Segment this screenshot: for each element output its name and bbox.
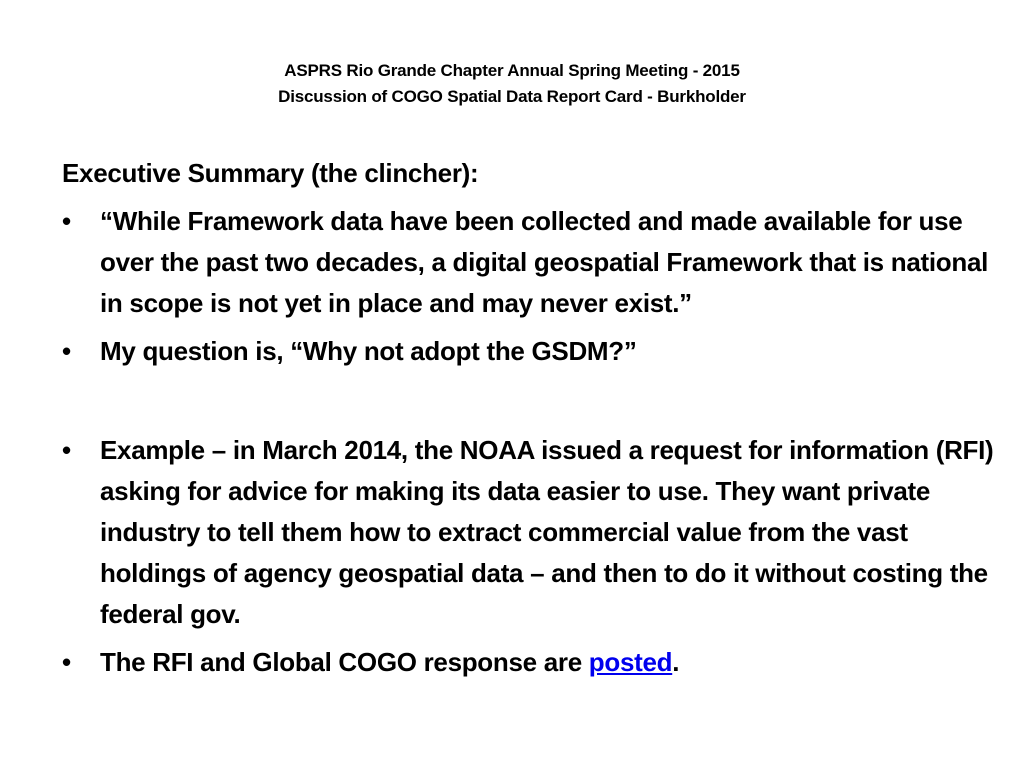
bullet-dot-icon: • bbox=[62, 647, 71, 677]
bullet-text-before: The RFI and Global COGO response are bbox=[100, 647, 589, 677]
slide-title bbox=[0, 58, 1024, 110]
bullet-item bbox=[62, 642, 1002, 683]
title-line-2: Discussion of COGO Spatial Data Report Card - Burkholder bbox=[278, 87, 746, 106]
bullet-dot-icon: • bbox=[62, 336, 71, 366]
title-line-1: ASPRS Rio Grande Chapter Annual Spring Meeting - 2015 bbox=[284, 61, 740, 80]
bullet-item bbox=[62, 331, 1002, 372]
bullet-dot-icon: • bbox=[62, 206, 71, 236]
bullet-text: “While Framework data have been collected and made available for use over the past two decades, a digital geospatial Framework that is national in scope is not yet in place and may never exist.” bbox=[100, 206, 989, 318]
bullet-text bbox=[100, 647, 679, 677]
bullet-text-after: . bbox=[672, 647, 680, 677]
bullet-item bbox=[62, 430, 1002, 635]
section-heading: Executive Summary (the clincher): bbox=[62, 158, 479, 188]
bullet-text: Example – in March 2014, the NOAA issued a request for information (RFI) asking for advice for making its data easier to use. They want private industry to tell them how to extract commercial value from the vast holdings of agency geospatial data – and then to do it without costing the federal gov. bbox=[100, 435, 994, 629]
bullet-list bbox=[62, 201, 1002, 683]
bullet-item bbox=[62, 201, 1002, 324]
posted-link[interactable]: posted bbox=[588, 647, 673, 677]
bullet-dot-icon: • bbox=[62, 435, 71, 465]
bullet-text: My question is, “Why not adopt the GSDM?” bbox=[100, 336, 637, 366]
